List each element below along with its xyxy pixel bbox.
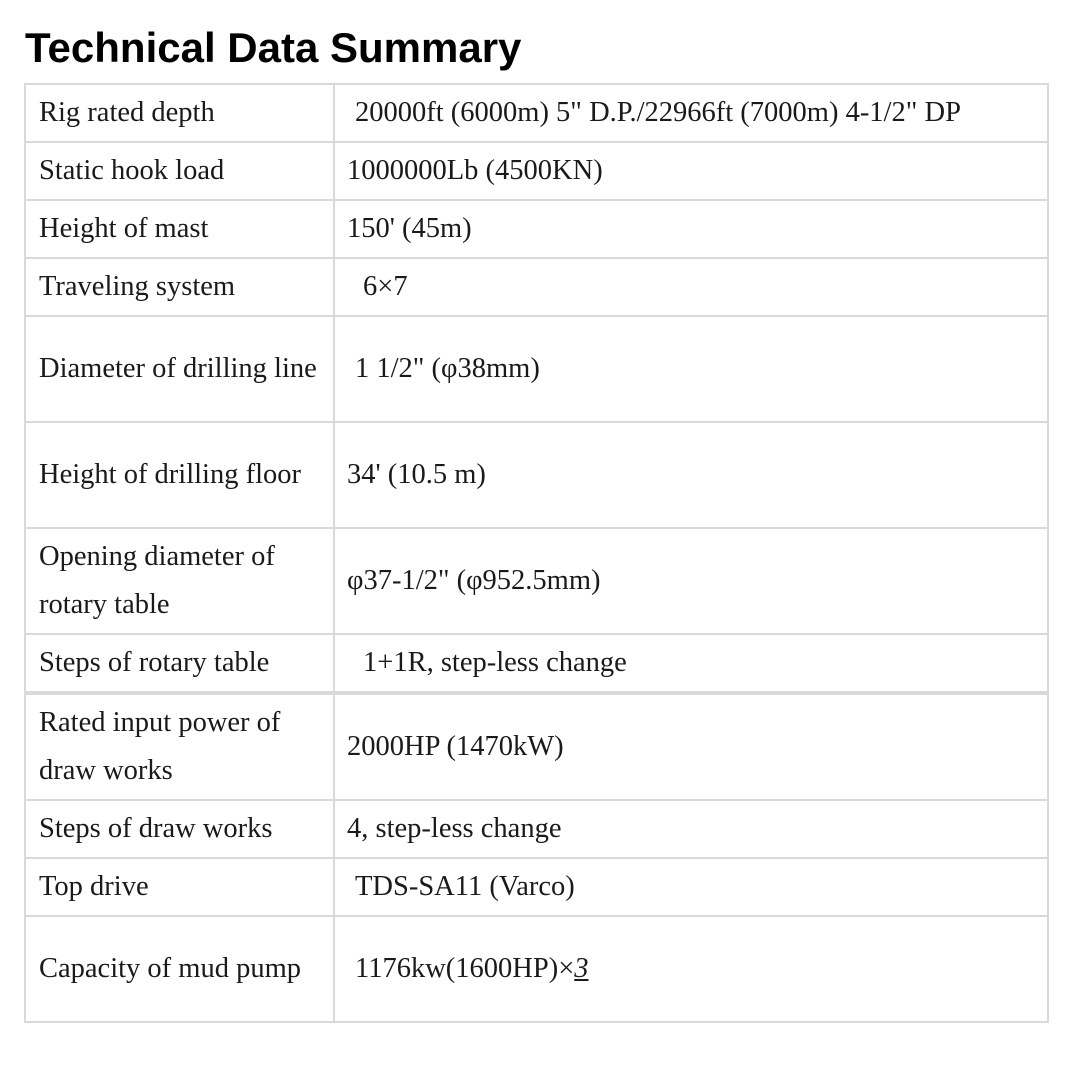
row-value: 4, step-less change	[334, 800, 1048, 858]
row-value	[334, 634, 1048, 693]
row-value-text: TDS-SA11 (Varco)	[355, 871, 575, 902]
row-value: 150' (45m)	[334, 200, 1048, 258]
row-value-text: 20000ft (6000m) 5" D.P./22966ft (7000m) 4-1/2" DP	[355, 97, 961, 128]
table-row	[25, 142, 1048, 200]
table-row	[25, 858, 1048, 916]
row-label: Height of mast	[25, 200, 334, 258]
table-row	[25, 422, 1048, 528]
row-label: Static hook load	[25, 142, 334, 200]
table-row	[25, 800, 1048, 858]
row-label: Steps of rotary table	[25, 634, 334, 693]
row-value: 2000HP (1470kW)	[334, 693, 1048, 800]
table-row	[25, 634, 1048, 693]
row-label: Capacity of mud pump	[25, 916, 334, 1022]
row-value	[334, 316, 1048, 422]
row-value: φ37-1/2" (φ952.5mm)	[334, 528, 1048, 634]
row-label: Height of drilling floor	[25, 422, 334, 528]
row-value-main: 1176kw(1600HP)×	[355, 953, 575, 984]
row-label: Diameter of drilling line	[25, 316, 334, 422]
row-label: Rig rated depth	[25, 84, 334, 142]
row-value: 1000000Lb (4500KN)	[334, 142, 1048, 200]
table-row	[25, 528, 1048, 634]
table-row	[25, 316, 1048, 422]
row-value	[334, 916, 1048, 1022]
table-row	[25, 84, 1048, 142]
technical-data-table-container	[24, 83, 1049, 1023]
table-row	[25, 693, 1048, 800]
row-label: Top drive	[25, 858, 334, 916]
row-label: Rated input power of draw works	[25, 693, 334, 800]
row-label: Steps of draw works	[25, 800, 334, 858]
row-value: 34' (10.5 m)	[334, 422, 1048, 528]
table-row	[25, 200, 1048, 258]
technical-data-table	[24, 83, 1049, 1023]
row-value-text: 1 1/2" (φ38mm)	[355, 353, 540, 384]
row-value	[334, 858, 1048, 916]
row-value	[334, 258, 1048, 316]
table-row	[25, 916, 1048, 1022]
row-value-text: 1+1R, step-less change	[363, 647, 627, 678]
row-value-text: 6×7	[363, 271, 408, 302]
pump-count-link[interactable]: 3	[574, 953, 589, 984]
row-value-text	[347, 945, 589, 993]
table-row	[25, 258, 1048, 316]
row-label: Traveling system	[25, 258, 334, 316]
page-title: Technical Data Summary	[25, 24, 522, 71]
row-value	[334, 84, 1048, 142]
row-label: Opening diameter of rotary table	[25, 528, 334, 634]
